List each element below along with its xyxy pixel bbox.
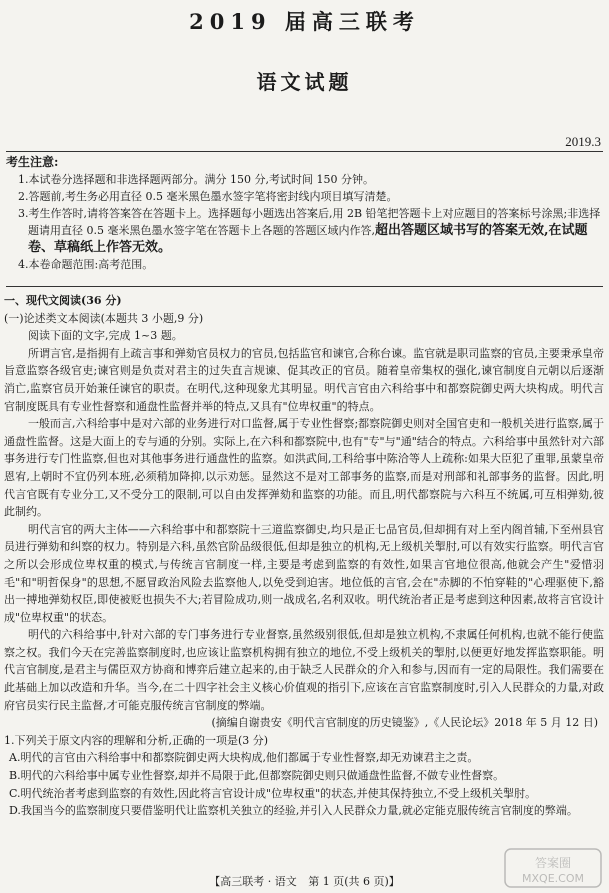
notes-title: 考生注意:	[6, 155, 59, 169]
question-option: C.明代统治者考虑到监察的有效性,因此将言官设计成"位卑权重"的状态,并使其保持独立,不受上级机关掣肘。	[9, 786, 537, 800]
footer-right: 第 1 页(共 6 页)】	[308, 875, 400, 888]
note-item: 4.本卷命题范围:高考范围。	[18, 258, 154, 271]
footer-left: 【高三联考 · 语文	[209, 875, 297, 888]
divider	[6, 286, 603, 287]
subject-title: 语文试题	[256, 70, 353, 94]
svg-text:答案圈: 答案圈	[534, 856, 572, 870]
exam-date: 2019.3	[565, 134, 601, 149]
question-option: A.明代的言官由六科给事中和都察院御史两大块构成,他们都属于专业性督察,却无劝谏君主之责。	[9, 751, 479, 765]
question-stem: 1.下列关于原文内容的理解和分析,正确的一项是(3 分)	[4, 733, 269, 747]
exam-notes	[6, 154, 606, 273]
section-subheading: (一)论述类文本阅读(本题共 3 小题,9 分)	[4, 311, 204, 325]
exam-title: 2019 届高三联考	[189, 9, 420, 34]
reading-section	[4, 292, 604, 820]
reading-instruction: 阅读下面的文字,完成 1~3 题。	[28, 329, 183, 343]
section-heading: 一、现代文阅读(36 分)	[4, 294, 122, 307]
passage-paragraph: 一般而言,六科给事中是对六部的业务进行对口监督,属于专业性督察;都察院御史则对全国官吏和一般机关进行监察,属于通盘性监督。这是大面上的专与通的分别。实际上,在六科和都察院中,也有"专"与"通"结合的特点。六科给事中虽然针对六部事务进行专门性监察,但也对其他事务进行通盘性的监察。如洪武间,工科给事中陈洽等人上疏称:如果大臣犯了重罪,虽蒙皇帝恩宥,上朝时不宜仍列本班,必须稍加降抑,以示劝惩。显然这不是对工部事务的监察,而是对刑部和礼部事务的监督。因此,明代言官既有专业分工,又不受分工的限制,可以自由发挥弹劾和监察的功能。而且,明代都察院与六科互不统属,可互相弹劾,彼此制约。	[4, 417, 604, 519]
passage-paragraph: 明代的六科给事中,针对六部的专门事务进行专业督察,虽然级别很低,但却是独立机构,不隶属任何机构,也就不能行使监察之权。我们今天在完善监察制度时,也应该让监察机构拥有独立的地位,不受上级机关的掣肘,以便更好地发挥监察职能。明代言官制度,是君主与儒臣双方协商和博弈后建立起来的,由于缺乏人民群众的介入和参与,因而有一定的局限性。我们需要在此基础上加以改造和升华。当今,在二十四字社会主义核心价值观的指引下,应该在言官监察制度时,引入人民群众的力量,对政府官员实行民主监督,才可能克服传统言官制度的弊端。	[4, 628, 604, 712]
note-item: 1.本试卷分选择题和非选择题两部分。满分 150 分,考试时间 150 分钟。	[18, 173, 374, 186]
note-item: 2.答题前,考生务必用直径 0.5 毫米黑色墨水签字笔将密封线内项目填写清楚。	[18, 190, 398, 203]
passage-paragraph: 明代言官的两大主体——六科给事中和都察院十三道监察御史,均只是正七品官员,但却拥有对上至内阁首辅,下至州县官员进行弹劾和纠察的权力。特别是六科,虽然官阶品级很低,但却是独立的机构,无上级机关掣肘,可以有效实行监察。明代言官之所以会形成位卑权重的模式,与传统言官制度一样,主要是考虑到监察的有效性,如果言官地位很高,他就会产生"爱惜羽毛"和"明哲保身"的思想,不愿冒政治风险去监察他人,以免受到迫害。地位低的言官,会在"赤脚的不怕穿鞋的"心理驱使下,豁出一搏地弹劾权臣,即使被贬也损失不大;若冒险成功,则一战成名,名利双收。明代统治者正是考虑到这种因素,故将言官设计成"位卑权重"的状态。	[4, 522, 604, 624]
passage-paragraph: 所谓言官,是指拥有上疏言事和弹劾官员权力的官员,包括监官和谏官,合称台谏。监官就是职司监察的官员,主要秉承皇帝旨意监察各级官吏;谏官则是负责对君主的过失直言规谏、促其改正的官员。随着皇帝集权的强化,谏官制度自元朝以后逐渐消亡,监察官员开始兼任谏官的职责。在明代,这种现象尤其明显。明代言官由六科给事中和都察院御史两大块构成。明代言官制度既具有专业性督察和通盘性监督并举的特点,又具有"位卑权重"的特点。	[4, 346, 604, 413]
divider	[6, 151, 603, 152]
note-emphasis: 超出答题区域书写的答案无效,在试题卷、草稿纸上作答无效。	[28, 223, 588, 255]
question-option: B.明代的六科给事中属专业性督察,却并不局限于此,但都察院御史则只做通盘性监督,不做专业性督察。	[9, 769, 505, 783]
note-text: 3.考生作答时,请将答案答在答题卡上。选择题每小题选出答案后,用 2B 铅笔把答题卡上对应题目的答案标号涂黑;非选择题请用直径 0.5 毫米黑色墨水签字笔在答题卡上各题的答题区域内作答,	[18, 207, 601, 237]
question-option: D.我国当今的监察制度只要借鉴明代让监察机关独立的经验,并引入人民群众力量,就必定能克服传统言官制度的弊端。	[9, 804, 578, 818]
watermark-logo	[503, 847, 603, 889]
note-item	[6, 205, 606, 256]
passage-source: (摘编自谢贵安《明代言官制度的历史镜鉴》,《人民论坛》2018 年 5 月 12 日)	[211, 716, 598, 730]
svg-text:MXQE.COM: MXQE.COM	[522, 872, 584, 885]
